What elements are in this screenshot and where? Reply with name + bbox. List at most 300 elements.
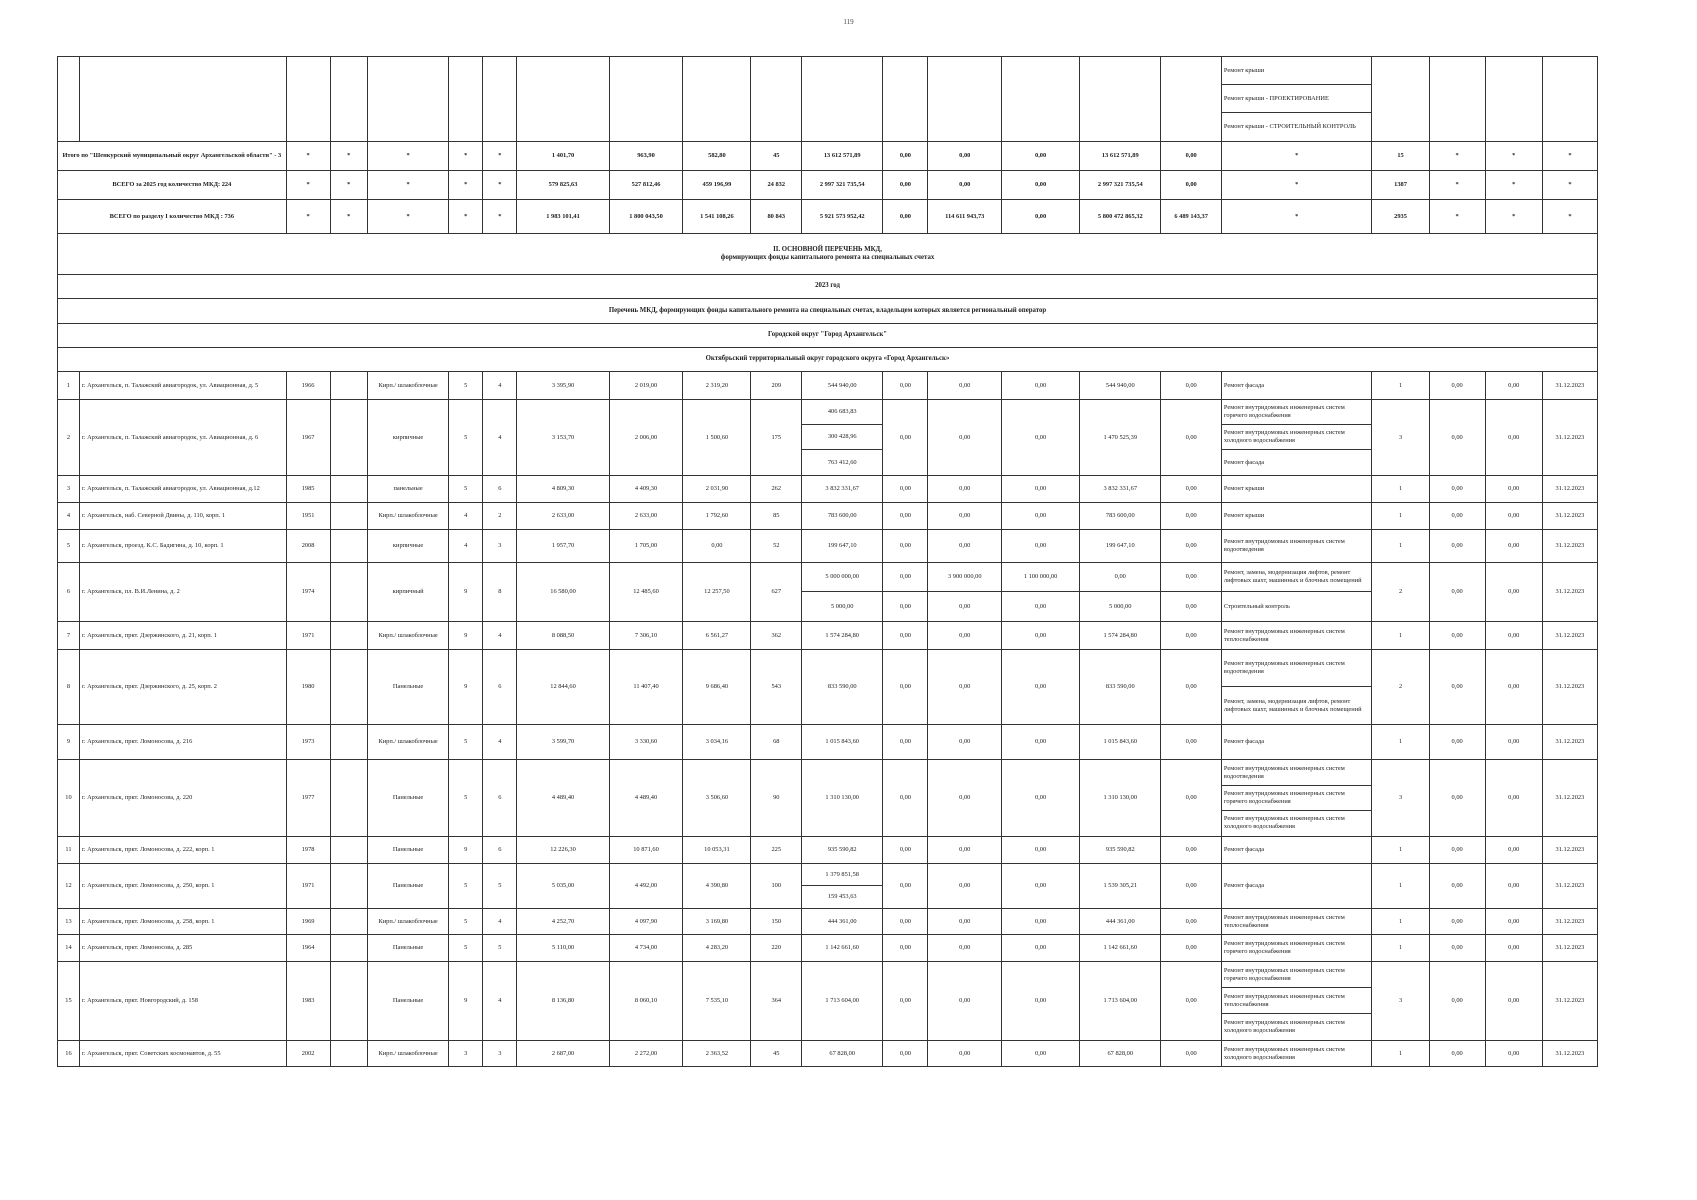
row-fund-3: 0,00 [1002, 909, 1080, 935]
row-area-residential: 7 535,10 [683, 962, 751, 1041]
row-wall-material: Кирп./ шлакоблочные [367, 909, 448, 935]
row-specific-cost: 0,00 [1429, 503, 1485, 530]
row-work-types-entry: Ремонт внутридомовых инженерных систем горячего водоснабжения [1222, 400, 1372, 425]
row-owner-funds: 1 015 843,60 [1080, 725, 1161, 760]
table-row [58, 864, 1598, 909]
totals-cell: 13 612 571,89 [802, 142, 883, 171]
row-deadline: 31.12.2023 [1542, 476, 1597, 503]
row-residents: 209 [751, 372, 802, 400]
row-residents: 150 [751, 909, 802, 935]
row-residents: 364 [751, 962, 802, 1041]
row-residents: 52 [751, 530, 802, 563]
row-number: 9 [58, 725, 80, 760]
row-wall-material: Кирп./ шлакоблочные [367, 622, 448, 650]
row-fund-2: 0,00 [928, 725, 1002, 760]
row-fund-5-entry: 0,00 [1185, 602, 1197, 610]
row-specific-cost: 0,00 [1429, 400, 1485, 476]
row-wall-material: панельные [367, 476, 448, 503]
row-owner-funds: 1 713 604,00 [1080, 962, 1161, 1041]
row-area-residential: 3 506,60 [683, 760, 751, 837]
totals-cell: * [1429, 171, 1485, 200]
row-limit-cost: 0,00 [1485, 563, 1542, 622]
row-floors: 4 [449, 530, 483, 563]
row-owner-funds: 1 142 661,60 [1080, 935, 1161, 962]
totals-cell: 0,00 [1002, 200, 1080, 234]
totals-label: ВСЕГО за 2025 год количество МКД: 224 [58, 171, 287, 200]
section-subtitle-line: Перечень МКД, формирующих фонды капитального ремонта на специальных счетах, владельцем которых является региональный оператор [608, 306, 1047, 314]
table-row [58, 400, 1598, 476]
row-owner-funds: 1 539 305,21 [1080, 864, 1161, 909]
row-wall-material: Кирп./ шлакоблочные [367, 372, 448, 400]
totals-cell: 579 825,63 [517, 171, 609, 200]
row-deadline: 31.12.2023 [1542, 725, 1597, 760]
row-owner-funds: 783 600,00 [1080, 503, 1161, 530]
row-cost-total [802, 400, 883, 476]
work-list-entry: Ремонт крыши [1222, 57, 1372, 85]
row-address: г. Архангельск, пркт. Ломоносова, д. 250, корп. 1 [79, 864, 286, 909]
row-entrances: 6 [483, 837, 517, 864]
totals-cell: * [1542, 142, 1597, 171]
row-fund-2: 0,00 [928, 372, 1002, 400]
row-address: г. Архангельск, проезд. К.С. Бадигина, д. 10, корп. 1 [79, 530, 286, 563]
totals-cell: 45 [751, 142, 802, 171]
row-fund-5: 0,00 [1161, 962, 1221, 1041]
row-area-residential: 3 169,80 [683, 909, 751, 935]
row-specific-cost: 0,00 [1429, 530, 1485, 563]
totals-cell: * [1542, 200, 1597, 234]
section-title-line: II. ОСНОВНОЙ ПЕРЕЧЕНЬ МКД, [773, 245, 882, 253]
row-number: 8 [58, 650, 80, 725]
row-fund-1: 0,00 [883, 503, 928, 530]
row-area-residential: 10 053,31 [683, 837, 751, 864]
row-address: г. Архангельск, пркт. Ломоносова, д. 220 [79, 760, 286, 837]
totals-cell: 527 812,46 [609, 171, 683, 200]
empty-cell [330, 503, 367, 530]
row-floors: 9 [449, 962, 483, 1041]
row-residents: 220 [751, 935, 802, 962]
row-limit-cost: 0,00 [1485, 760, 1542, 837]
row-area-living: 12 485,60 [609, 563, 683, 622]
row-residents: 362 [751, 622, 802, 650]
empty-cell [330, 962, 367, 1041]
row-fund-1: 0,00 [883, 530, 928, 563]
row-deadline: 31.12.2023 [1542, 760, 1597, 837]
totals-cell: 2 997 321 735,54 [802, 171, 883, 200]
row-year: 1985 [286, 476, 330, 503]
row-area-total: 3 153,70 [517, 400, 609, 476]
row-owner-funds: 1 470 525,39 [1080, 400, 1161, 476]
row-fund-2: 0,00 [928, 650, 1002, 725]
row-work-count: 1 [1372, 909, 1429, 935]
row-wall-material: кирпичные [367, 400, 448, 476]
row-year: 1978 [286, 837, 330, 864]
row-wall-material: Панельные [367, 837, 448, 864]
row-residents: 175 [751, 400, 802, 476]
row-address: г. Архангельск, пркт. Ломоносова, д. 216 [79, 725, 286, 760]
table-row [58, 909, 1598, 935]
row-number: 14 [58, 935, 80, 962]
empty-cell [330, 935, 367, 962]
section-row [58, 324, 1598, 348]
empty-cell [286, 57, 330, 142]
row-owner-funds-entry: 0,00 [1080, 563, 1160, 592]
empty-cell [330, 530, 367, 563]
section-row [58, 348, 1598, 372]
row-fund-3: 0,00 [1002, 476, 1080, 503]
row-area-residential: 2 031,90 [683, 476, 751, 503]
row-floors: 9 [449, 622, 483, 650]
row-fund-5: 0,00 [1161, 503, 1221, 530]
table-row [58, 530, 1598, 563]
row-work-types: Ремонт внутридомовых инженерных систем теплоснабжения [1221, 622, 1372, 650]
row-work-count: 3 [1372, 962, 1429, 1041]
row-fund-5: 0,00 [1161, 400, 1221, 476]
row-fund-2: 0,00 [928, 503, 1002, 530]
totals-cell: * [286, 200, 330, 234]
row-fund-3: 0,00 [1002, 1041, 1080, 1067]
row-year: 1969 [286, 909, 330, 935]
row-fund-2-entry: 0,00 [959, 602, 971, 610]
row-work-count: 1 [1372, 725, 1429, 760]
row-owner-funds: 1 310 130,00 [1080, 760, 1161, 837]
empty-cell [1429, 57, 1485, 142]
row-deadline: 31.12.2023 [1542, 372, 1597, 400]
row-cost-total: 544 940,00 [802, 372, 883, 400]
row-area-residential: 4 390,80 [683, 864, 751, 909]
row-owner-funds: 1 574 284,80 [1080, 622, 1161, 650]
row-floors: 5 [449, 400, 483, 476]
totals-cell: 0,00 [928, 171, 1002, 200]
row-fund-5: 0,00 [1161, 935, 1221, 962]
totals-cell: 6 489 143,37 [1161, 200, 1221, 234]
totals-cell: * [483, 142, 517, 171]
row-fund-1 [883, 563, 928, 622]
section-row [58, 234, 1598, 275]
empty-cell [483, 57, 517, 142]
row-area-total: 4 809,30 [517, 476, 609, 503]
row-fund-1: 0,00 [883, 372, 928, 400]
table-row [58, 563, 1598, 622]
totals-cell: * [330, 142, 367, 171]
row-work-count: 2 [1372, 650, 1429, 725]
row-limit-cost: 0,00 [1485, 962, 1542, 1041]
totals-cell: 1387 [1372, 171, 1429, 200]
row-fund-5: 0,00 [1161, 864, 1221, 909]
row-fund-2-entry: 3 900 000,00 [928, 563, 1001, 592]
totals-cell: 459 196,99 [683, 171, 751, 200]
work-list-entry: Ремонт крыши - СТРОИТЕЛЬНЫЙ КОНТРОЛЬ [1223, 123, 1356, 131]
empty-cell [751, 57, 802, 142]
row-wall-material: Кирп./ шлакоблочные [367, 1041, 448, 1067]
row-fund-5: 0,00 [1161, 760, 1221, 837]
row-deadline: 31.12.2023 [1542, 530, 1597, 563]
totals-cell: 24 832 [751, 171, 802, 200]
row-fund-5: 0,00 [1161, 909, 1221, 935]
empty-cell [1161, 57, 1221, 142]
row-fund-1: 0,00 [883, 622, 928, 650]
row-deadline: 31.12.2023 [1542, 864, 1597, 909]
row-year: 2002 [286, 1041, 330, 1067]
row-work-count: 1 [1372, 622, 1429, 650]
row-area-total: 5 110,00 [517, 935, 609, 962]
totals-cell: * [330, 200, 367, 234]
row-floors: 5 [449, 725, 483, 760]
row-area-living: 1 705,00 [609, 530, 683, 563]
row-floors: 5 [449, 935, 483, 962]
row-area-total: 2 687,00 [517, 1041, 609, 1067]
empty-cell [1002, 57, 1080, 142]
register-table [57, 56, 1598, 1067]
row-fund-1: 0,00 [883, 400, 928, 476]
row-cost-total-entry: 300 428,96 [802, 425, 882, 450]
empty-cell [1485, 57, 1542, 142]
row-area-total: 4 489,40 [517, 760, 609, 837]
empty-cell [330, 372, 367, 400]
row-work-count: 1 [1372, 503, 1429, 530]
row-fund-2: 0,00 [928, 530, 1002, 563]
totals-cell: 0,00 [1002, 171, 1080, 200]
row-area-living: 3 330,60 [609, 725, 683, 760]
row-fund-5: 0,00 [1161, 372, 1221, 400]
row-address: г. Архангельск, пркт. Дзержинского, д. 25, корп. 2 [79, 650, 286, 725]
row-work-count: 1 [1372, 935, 1429, 962]
row-fund-5: 0,00 [1161, 837, 1221, 864]
row-number: 3 [58, 476, 80, 503]
table-row [58, 622, 1598, 650]
empty-cell [330, 909, 367, 935]
row-area-total: 12 844,60 [517, 650, 609, 725]
totals-cell: 114 611 943,73 [928, 200, 1002, 234]
empty-cell [330, 622, 367, 650]
empty-cell [367, 57, 448, 142]
row-wall-material: Кирп./ шлакоблочные [367, 725, 448, 760]
totals-cell: 5 800 472 865,32 [1080, 200, 1161, 234]
row-entrances: 4 [483, 725, 517, 760]
row-cost-total: 67 828,00 [802, 1041, 883, 1067]
section-okrug [58, 324, 1598, 348]
row-fund-2: 0,00 [928, 909, 1002, 935]
row-owner-funds: 544 940,00 [1080, 372, 1161, 400]
section-year [58, 275, 1598, 299]
row-entrances: 8 [483, 563, 517, 622]
row-floors: 5 [449, 372, 483, 400]
work-list [1221, 57, 1372, 142]
row-floors: 9 [449, 837, 483, 864]
row-fund-3: 0,00 [1002, 650, 1080, 725]
row-fund-1: 0,00 [883, 962, 928, 1041]
row-fund-3: 0,00 [1002, 837, 1080, 864]
row-cost-total [802, 864, 883, 909]
row-owner-funds: 935 590,82 [1080, 837, 1161, 864]
row-limit-cost: 0,00 [1485, 503, 1542, 530]
totals-cell: * [449, 171, 483, 200]
totals-cell: 2 997 321 735,54 [1080, 171, 1161, 200]
row-year: 1951 [286, 503, 330, 530]
row-area-residential: 2 319,20 [683, 372, 751, 400]
row-floors: 9 [449, 563, 483, 622]
row-limit-cost: 0,00 [1485, 909, 1542, 935]
row-number: 1 [58, 372, 80, 400]
totals-cell: 0,00 [928, 142, 1002, 171]
row-number: 7 [58, 622, 80, 650]
row-entrances: 4 [483, 909, 517, 935]
row-fund-2: 0,00 [928, 864, 1002, 909]
row-entrances: 5 [483, 935, 517, 962]
row-fund-3-entry: 0,00 [1035, 602, 1047, 610]
row-owner-funds: 444 361,00 [1080, 909, 1161, 935]
table-row [58, 837, 1598, 864]
row-floors: 3 [449, 1041, 483, 1067]
table-row [58, 57, 1598, 142]
totals-cell: 1 983 101,41 [517, 200, 609, 234]
row-wall-material: Панельные [367, 935, 448, 962]
section-year-line: 2023 год [815, 282, 840, 290]
row-address: г. Архангельск, пркт. Дзержинского, д. 21, корп. 1 [79, 622, 286, 650]
empty-cell [883, 57, 928, 142]
row-fund-3: 0,00 [1002, 503, 1080, 530]
row-limit-cost: 0,00 [1485, 864, 1542, 909]
row-year: 1980 [286, 650, 330, 725]
row-fund-3: 0,00 [1002, 962, 1080, 1041]
empty-cell [1542, 57, 1597, 142]
row-area-living: 8 060,10 [609, 962, 683, 1041]
row-owner-funds: 67 828,00 [1080, 1041, 1161, 1067]
empty-cell [517, 57, 609, 142]
row-number: 2 [58, 400, 80, 476]
row-fund-1-entry: 0,00 [883, 563, 927, 592]
row-area-living: 2 272,00 [609, 1041, 683, 1067]
row-fund-2: 0,00 [928, 400, 1002, 476]
table-row [58, 962, 1598, 1041]
row-cost-total: 1 713 604,00 [802, 962, 883, 1041]
row-area-total: 1 957,70 [517, 530, 609, 563]
row-work-count: 3 [1372, 760, 1429, 837]
empty-cell [330, 476, 367, 503]
totals-row [58, 200, 1598, 234]
row-fund-3: 0,00 [1002, 530, 1080, 563]
row-deadline: 31.12.2023 [1542, 1041, 1597, 1067]
row-area-living: 2 633,00 [609, 503, 683, 530]
row-work-count: 1 [1372, 372, 1429, 400]
row-specific-cost: 0,00 [1429, 962, 1485, 1041]
row-area-residential: 1 792,60 [683, 503, 751, 530]
row-deadline: 31.12.2023 [1542, 650, 1597, 725]
row-entrances: 3 [483, 1041, 517, 1067]
row-specific-cost: 0,00 [1429, 476, 1485, 503]
row-residents: 45 [751, 1041, 802, 1067]
row-limit-cost: 0,00 [1485, 530, 1542, 563]
row-cost-total: 199 647,10 [802, 530, 883, 563]
row-address: г. Архангельск, п. Талажский авиагородок, ул. Авиационная, д. 5 [79, 372, 286, 400]
empty-cell [79, 57, 286, 142]
row-fund-3-entry: 1 100 000,00 [1002, 563, 1079, 592]
totals-cell: * [1221, 200, 1372, 234]
row-owner-funds: 833 590,00 [1080, 650, 1161, 725]
row-specific-cost: 0,00 [1429, 909, 1485, 935]
row-area-residential: 6 561,27 [683, 622, 751, 650]
row-cost-total: 1 310 130,00 [802, 760, 883, 837]
row-residents: 90 [751, 760, 802, 837]
row-area-residential: 12 257,50 [683, 563, 751, 622]
row-work-types-entry: Ремонт внутридомовых инженерных систем холодного водоснабжения [1223, 815, 1345, 830]
totals-cell: 1 800 043,50 [609, 200, 683, 234]
totals-cell: * [330, 171, 367, 200]
row-fund-3: 0,00 [1002, 622, 1080, 650]
row-fund-1: 0,00 [883, 935, 928, 962]
row-work-types-entry: Ремонт внутридомовых инженерных систем холодного водоснабжения [1222, 425, 1372, 450]
row-work-types: Ремонт фасада [1221, 372, 1372, 400]
empty-cell [1372, 57, 1429, 142]
row-area-living: 4 489,40 [609, 760, 683, 837]
row-year: 1971 [286, 622, 330, 650]
row-fund-2: 0,00 [928, 476, 1002, 503]
row-cost-total: 783 600,00 [802, 503, 883, 530]
row-limit-cost: 0,00 [1485, 837, 1542, 864]
totals-cell: * [1485, 200, 1542, 234]
section-district-line: Октябрьский территориальный округ городского округа «Город Архангельск» [705, 355, 950, 363]
table-row [58, 760, 1598, 837]
row-area-total: 16 580,00 [517, 563, 609, 622]
row-residents: 627 [751, 563, 802, 622]
row-limit-cost: 0,00 [1485, 725, 1542, 760]
row-area-living: 2 019,00 [609, 372, 683, 400]
totals-cell: * [1485, 171, 1542, 200]
row-cost-total: 3 832 331,67 [802, 476, 883, 503]
row-residents: 225 [751, 837, 802, 864]
row-fund-5 [1161, 563, 1221, 622]
empty-cell [330, 725, 367, 760]
row-floors: 5 [449, 909, 483, 935]
row-floors: 5 [449, 476, 483, 503]
row-specific-cost: 0,00 [1429, 622, 1485, 650]
totals-cell: 0,00 [883, 171, 928, 200]
row-area-living: 7 306,10 [609, 622, 683, 650]
row-wall-material: Панельные [367, 864, 448, 909]
row-owner-funds: 3 832 331,67 [1080, 476, 1161, 503]
row-deadline: 31.12.2023 [1542, 622, 1597, 650]
row-limit-cost: 0,00 [1485, 400, 1542, 476]
empty-cell [330, 760, 367, 837]
row-cost-total [802, 563, 883, 622]
row-number: 15 [58, 962, 80, 1041]
row-wall-material: Кирп./ шлакоблочные [367, 503, 448, 530]
row-year: 1973 [286, 725, 330, 760]
table-row [58, 935, 1598, 962]
row-address: г. Архангельск, пркт. Новгородский, д. 158 [79, 962, 286, 1041]
empty-cell [330, 864, 367, 909]
row-entrances: 4 [483, 372, 517, 400]
row-entrances: 4 [483, 962, 517, 1041]
totals-cell: * [1542, 171, 1597, 200]
totals-cell: * [483, 171, 517, 200]
totals-cell: * [1429, 200, 1485, 234]
totals-cell: 582,80 [683, 142, 751, 171]
row-specific-cost: 0,00 [1429, 760, 1485, 837]
totals-row [58, 171, 1598, 200]
row-address: г. Архангельск, пл. В.И.Ленина, д. 2 [79, 563, 286, 622]
row-work-types-entry: Ремонт, замена, модернизация лифтов, ремонт лифтовых шахт, машинных и блочных помещений [1222, 563, 1372, 592]
row-number: 12 [58, 864, 80, 909]
row-work-types-entry: Ремонт внутридомовых инженерных систем водоотведения [1222, 650, 1372, 687]
row-cost-total-entry: 1 379 851,58 [802, 864, 882, 886]
totals-cell: 5 921 573 952,42 [802, 200, 883, 234]
empty-cell [928, 57, 1002, 142]
row-limit-cost: 0,00 [1485, 935, 1542, 962]
row-work-types: Ремонт внутридомовых инженерных систем холодного водоснабжения [1221, 1041, 1372, 1067]
row-wall-material: кирпичный [367, 563, 448, 622]
row-cost-total-entry: 5 000 000,00 [802, 563, 882, 592]
row-work-types [1221, 962, 1372, 1041]
